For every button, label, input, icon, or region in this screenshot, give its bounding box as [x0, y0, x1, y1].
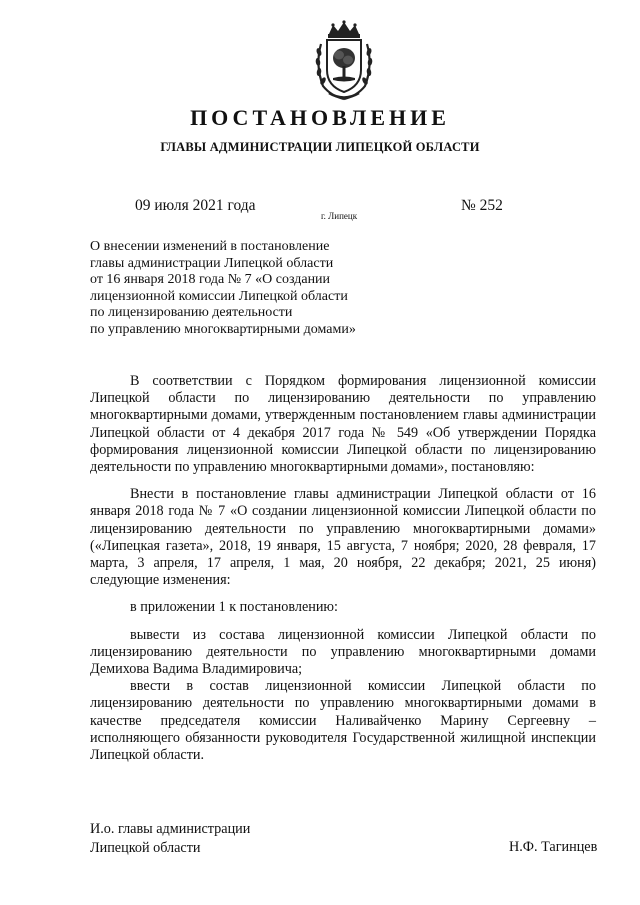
subject-line: главы администрации Липецкой области	[90, 255, 334, 271]
subject-line: от 16 января 2018 года № 7 «О создании	[90, 272, 331, 288]
document-date: 09 июля 2021 года	[135, 197, 256, 214]
signatory-position-line: Липецкой области	[90, 840, 201, 856]
body-paragraph: ввести в состав лицензионной комиссии Липецкой области по лицензированию деятельности по управлению многоквартирными домами в качестве председателя комиссии Наливайченко Марину Сергеевну – исполняющего обязанности руководителя Государственной жилищной инспекции Липецкой области.	[90, 678, 596, 764]
subject-line: О внесении изменений в постановление	[90, 239, 330, 254]
signatory-name: Н.Ф. Тагинцев	[509, 839, 598, 855]
subject-line: лицензионной комиссии Липецкой области	[90, 288, 348, 304]
body-paragraph: В соответствии с Порядком формирования лицензионной комиссии Липецкой области по лицензированию деятельности по управлению многоквартирными домами, утвержденным постановлением главы администрации Липецкой области от 4 декабря 2017 года № 549 «Об утверждении Порядка формирования лицензионной комиссии Липецкой области по лицензированию деятельности по управлению многоквартирными домами», постановляю:	[90, 373, 596, 476]
subject-line: по лицензированию деятельности	[90, 305, 293, 321]
document-subject	[90, 239, 400, 339]
body-paragraph: в приложении 1 к постановлению:	[130, 599, 338, 616]
document-title: ПОСТАНОВЛЕНИЕ	[190, 105, 450, 130]
body-paragraph: Внести в постановление главы администрации Липецкой области от 16 января 2018 года № 7 «О создании лицензионной комиссии Липецкой области по лицензированию деятельности по управлению многоквартирными домами» («Липецкая газета», 2018, 19 января, 15 августа, 7 ноября; 2020, 28 февраля, 17 марта, 3 апреля, 17 апреля, 1 мая, 20 ноября, 22 декабря; 2021, 25 июня) следующие изменения:	[90, 486, 596, 589]
document-city: г. Липецк	[321, 211, 358, 221]
document-body	[90, 373, 596, 774]
signatory-position-line: И.о. главы администрации	[90, 821, 251, 837]
document-subtitle: ГЛАВЫ АДМИНИСТРАЦИИ ЛИПЕЦКОЙ ОБЛАСТИ	[160, 140, 480, 154]
coat-of-arms-icon	[313, 20, 375, 102]
signatory-position	[90, 820, 250, 858]
body-paragraph: вывести из состава лицензионной комиссии Липецкой области по лицензированию деятельности по управлению многоквартирными домами Демихова Вадима Владимировича;	[90, 626, 596, 678]
subject-line: по управлению многоквартирными домами»	[90, 321, 356, 337]
document-number: № 252	[461, 197, 503, 214]
